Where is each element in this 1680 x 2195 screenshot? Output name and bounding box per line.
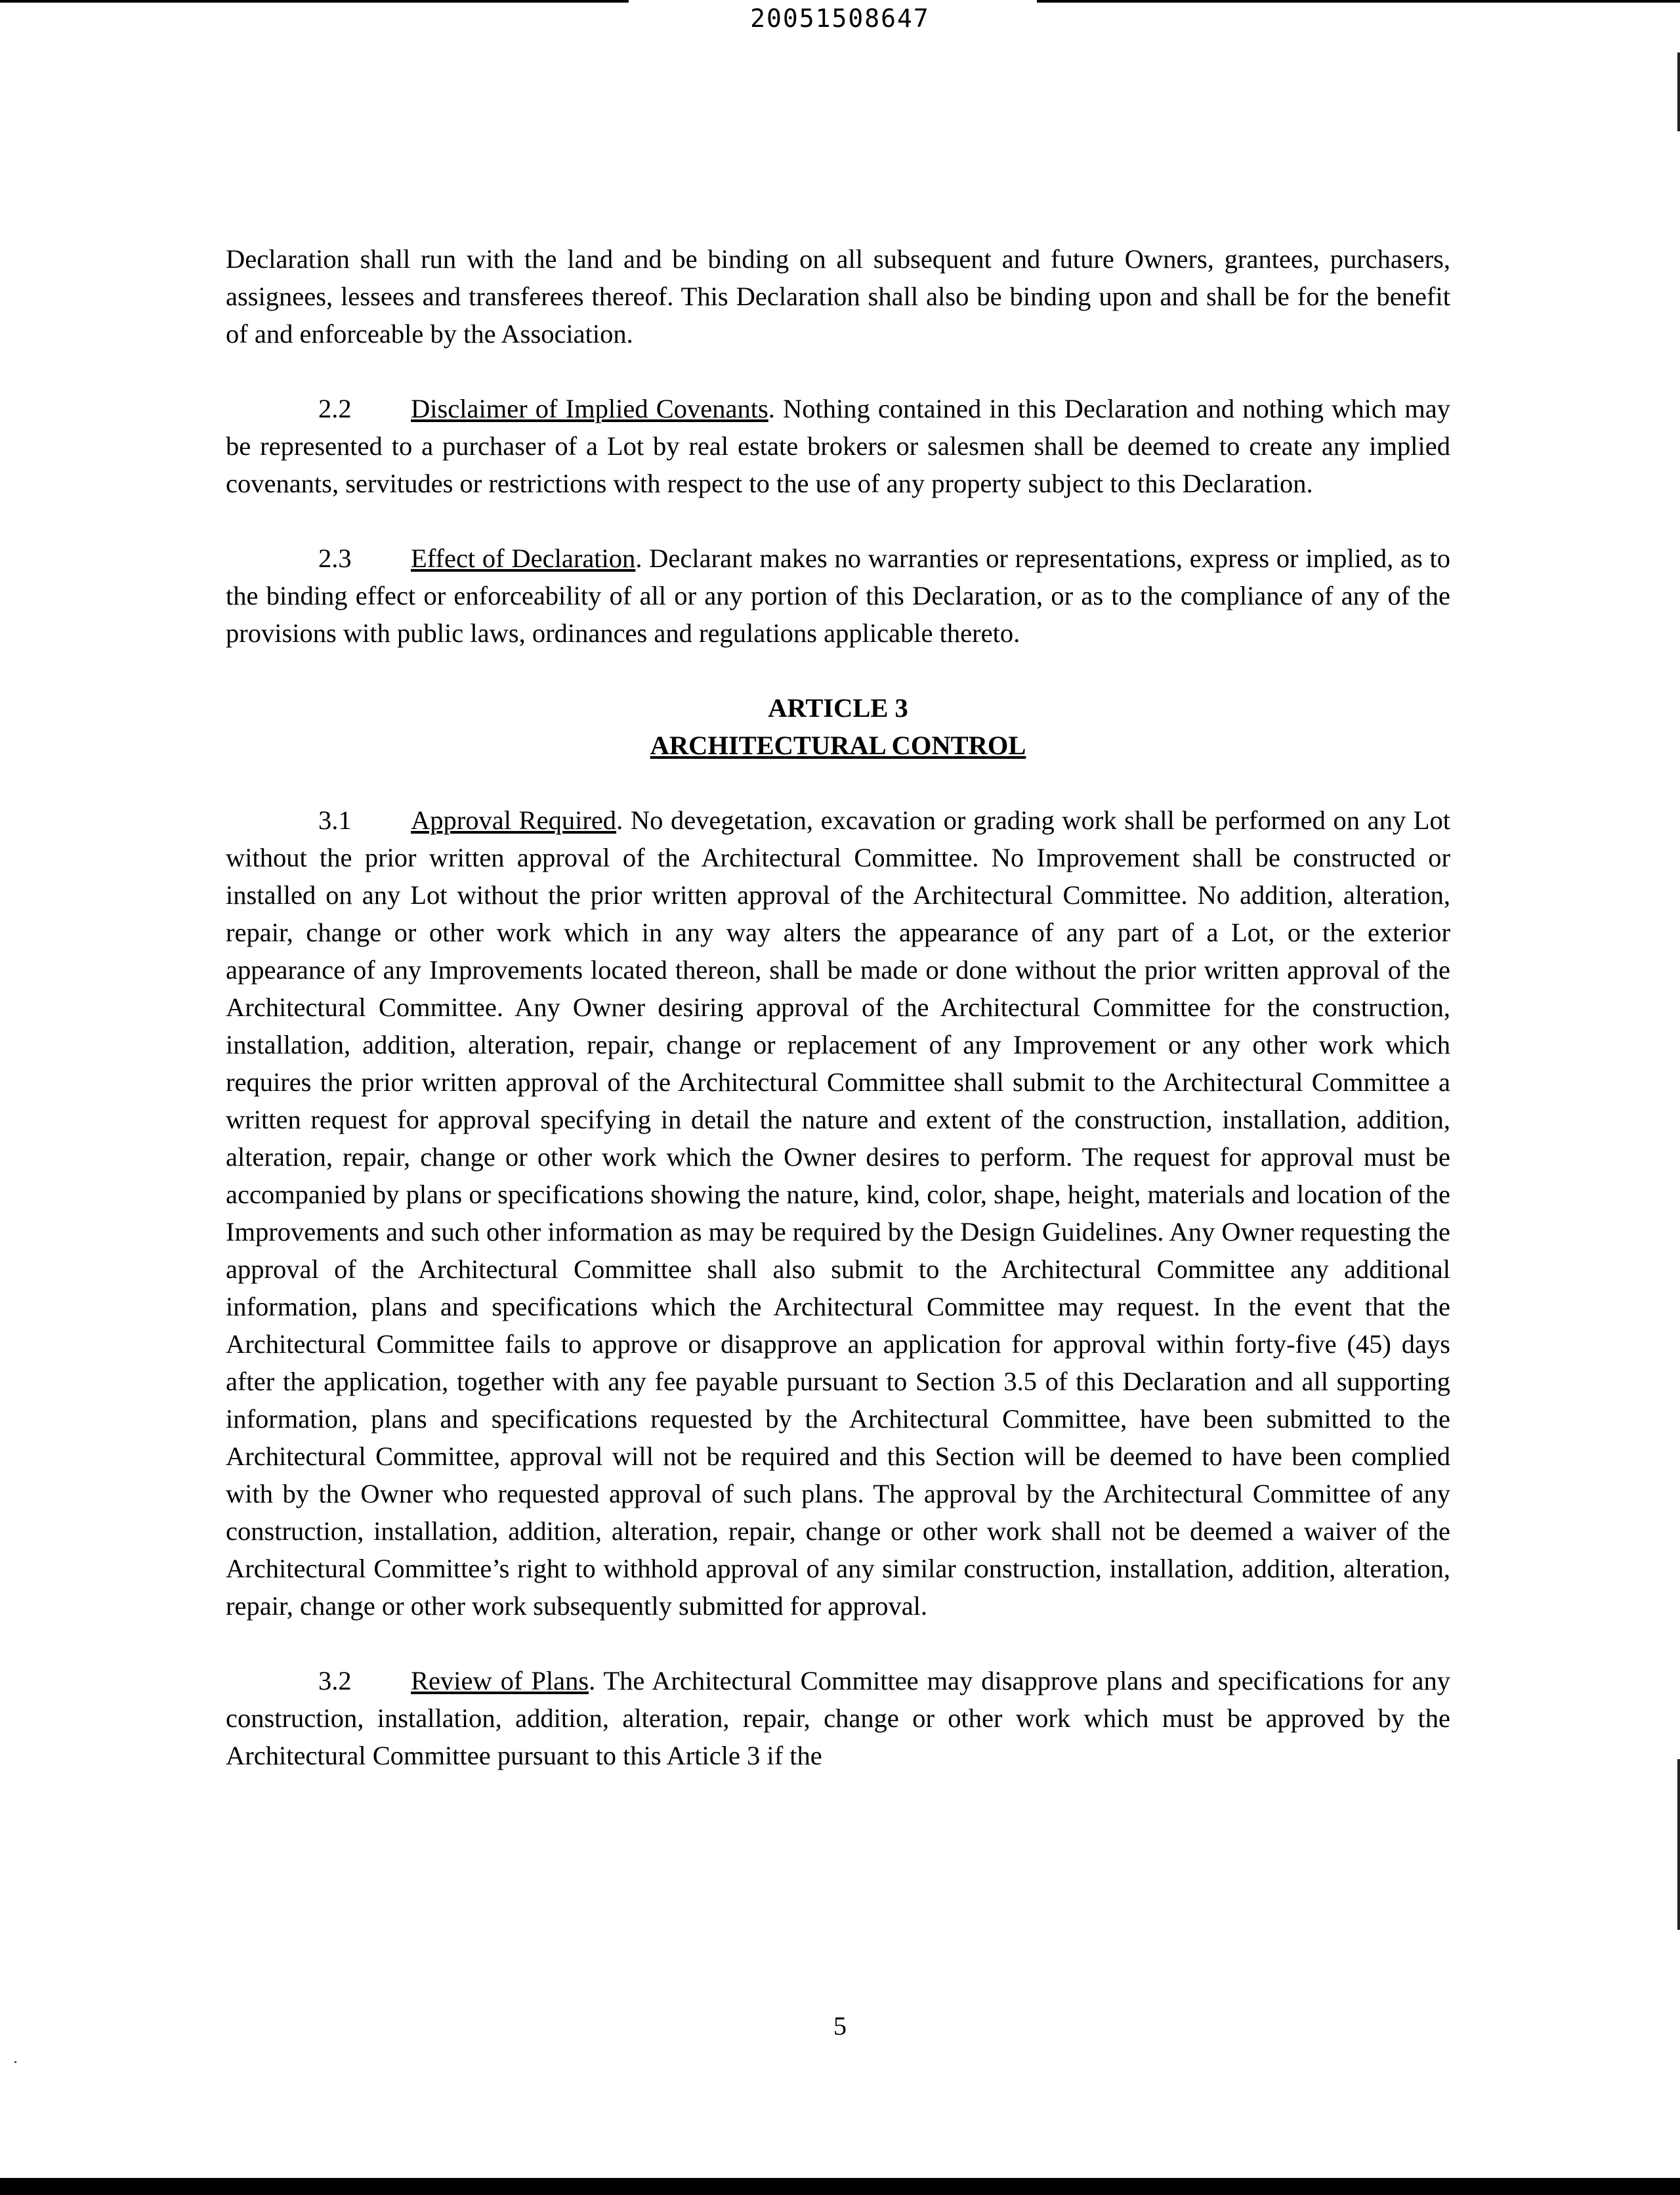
section-2-3 (226, 540, 1450, 652)
section-text: . Declarant makes no warranties or representations, express or implied, as to the binding effect or enforceability of all or any portion of this Declaration, or as to the compliance of any of the provisions with public laws, ordinances and regulations applicable thereto. (226, 543, 1450, 648)
section-text: . The Architectural Committee may disapprove plans and specifications for any construction, installation, addition, alteration, repair, change or other work which must be approved by the Architectural Committee pursuant to this Article 3 if the (226, 1666, 1451, 1770)
document-body (226, 240, 1450, 1774)
scan-bottom-border (0, 2178, 1680, 2195)
document-number: 20051508647 (750, 4, 930, 33)
section-title: Approval Required (411, 805, 617, 835)
section-title: Review of Plans (411, 1666, 589, 1695)
section-text: . Nothing contained in this Declaration and nothing which may be represented to a purchaser of a Lot by real estate brokers or salesmen shall be deemed to create any implied covenants, servitudes or restrictions with respect to the use of any property subject to this Declaration. (226, 394, 1450, 498)
section-number: 2.3 (318, 543, 352, 573)
scan-edge-mark (1677, 53, 1680, 131)
section-number: 3.1 (318, 805, 352, 835)
section-number: 3.2 (318, 1666, 352, 1695)
section-title: Disclaimer of Implied Covenants (411, 394, 768, 423)
scan-speck (14, 2061, 16, 2063)
page-number: 5 (833, 2011, 847, 2041)
intro-paragraph: Declaration shall run with the land and be binding on all subsequent and future Owners, grantees, purchasers, assignees, lessees and transferees thereof. This Declaration shall also be binding upon and shall be for the benefit of and enforceable by the Association. (226, 244, 1450, 349)
section-3-2 (226, 1662, 1450, 1774)
section-2-2 (226, 390, 1450, 502)
section-title: Effect of Declaration (411, 543, 636, 573)
section-text: . No devegetation, excavation or grading work shall be performed on any Lot without the prior written approval of the Architectural Committee. No Improvement shall be constructed or installed on any Lot without the prior written approval of the Architectural Committee. No addition, alteration, repair, change or other work which in any way alters the appearance of any part of a Lot, or the exterior appearance of any Improvements located thereon, shall be made or done without the prior written approval of the Architectural Committee. Any Owner desiring approval of the Architectural Committee for the construction, installation, addition, alteration, repair, change or replacement of any Improvement or any other work which requires the prior written approval of the Architectural Committee shall submit to the Architectural Committee a written request for approval specifying in detail the nature and extent of the construction, installation, addition, alteration, repair, change or other work which the Owner desires to perform. The request for approval must be accompanied by plans or specifications showing the nature, kind, color, shape, height, materials and location of the Improvements and such other information as may be required by the Design Guidelines. Any Owner requesting the approval of the Architectural Committee shall also submit to the Architectural Committee any additional information, plans and specifications which the Architectural Committee may request. In the event that the Architectural Committee fails to approve or disapprove an application for approval within forty-five (45) days after the application, together with any fee payable pursuant to Section 3.5 of this Declaration and all supporting information, plans and specifications requested by the Architectural Committee, have been submitted to the Architectural Committee, approval will not be required and this Section will be deemed to have been complied with by the Owner who requested approval of such plans. The approval by the Architectural Committee of any construction, installation, addition, alteration, repair, change or other work shall not be deemed a waiver of the Architectural Committee’s right to withhold approval of any similar construction, installation, addition, alteration, repair, change or other work subsequently submitted for approval. (226, 805, 1450, 1621)
article-label: ARTICLE 3 (768, 693, 908, 723)
section-number: 2.2 (318, 394, 352, 423)
scan-edge-mark (1677, 1759, 1680, 1930)
section-3-1 (226, 801, 1450, 1625)
article-heading (226, 689, 1450, 764)
article-title: ARCHITECTURAL CONTROL (650, 731, 1026, 760)
